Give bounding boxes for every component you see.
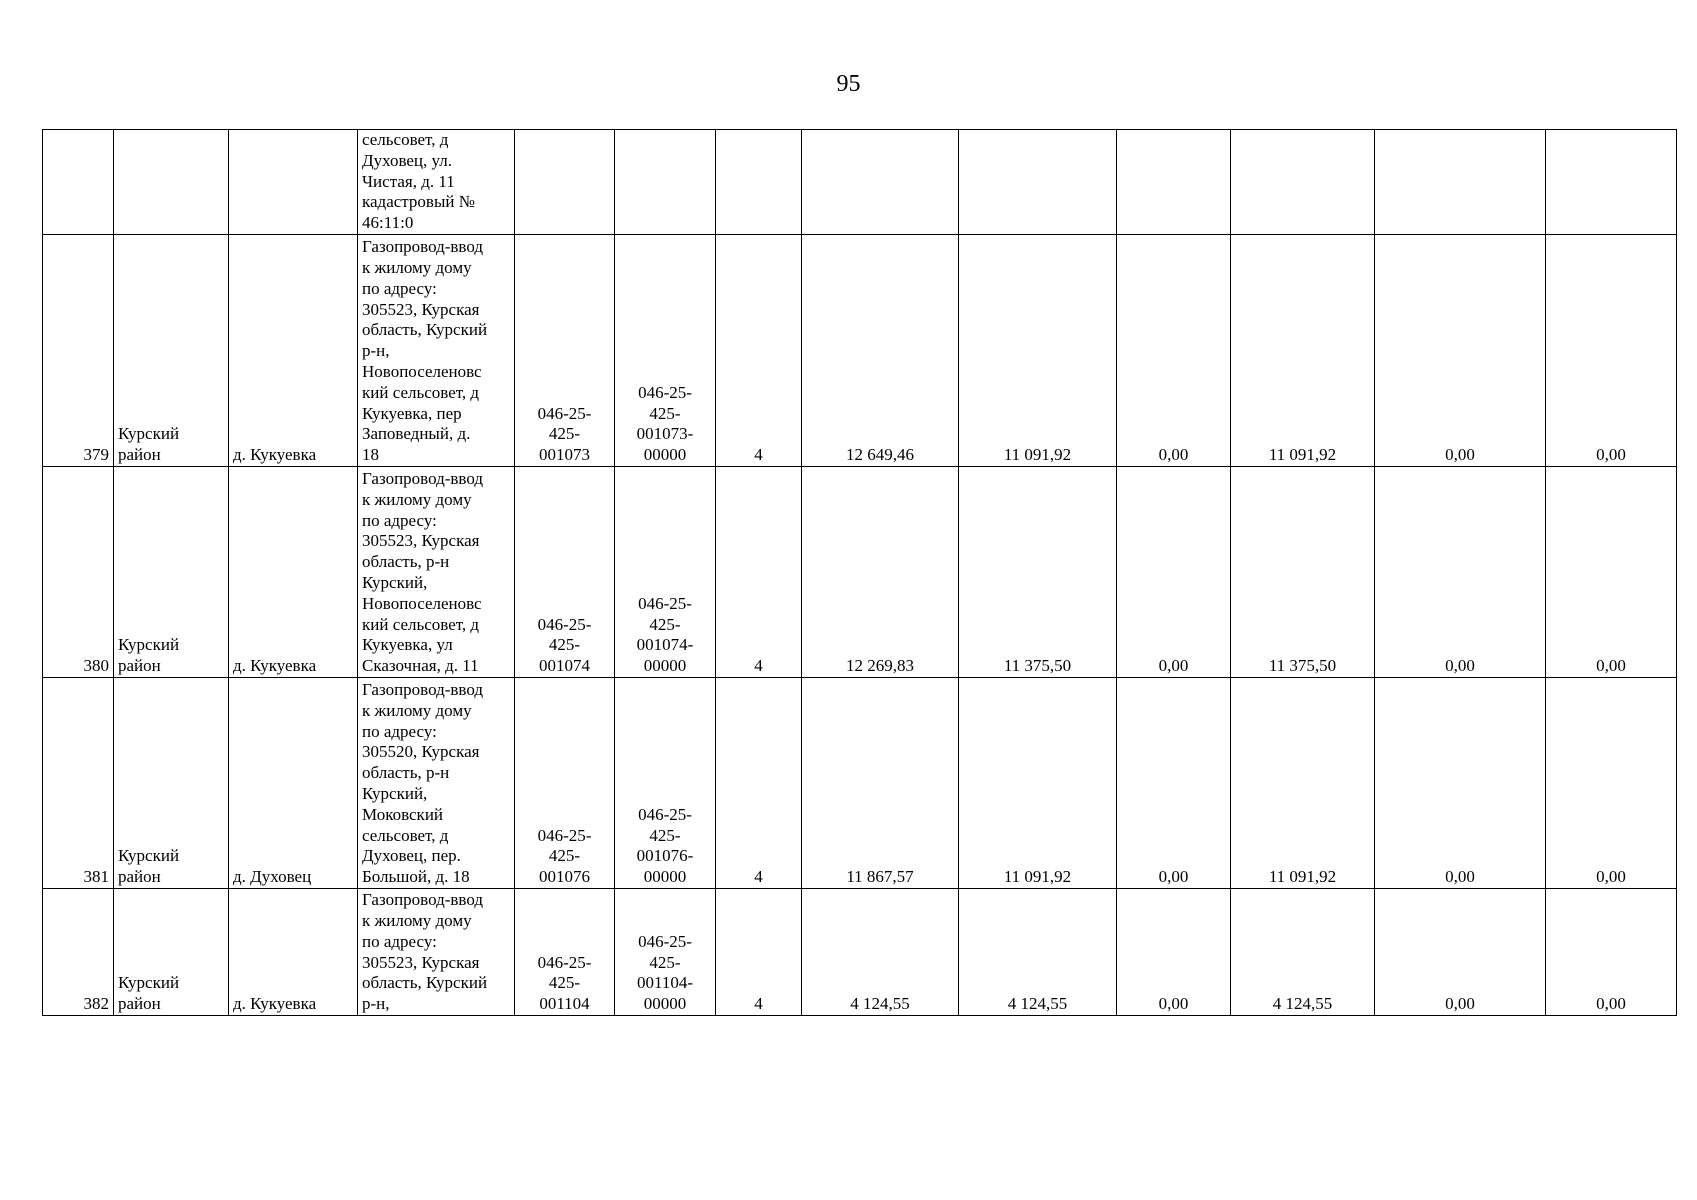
description-line: 305523, Курская (362, 952, 480, 972)
cell-locality (229, 130, 358, 235)
cell-description (358, 130, 515, 235)
description-line: 305523, Курская (362, 531, 480, 551)
district-line: район (118, 656, 161, 676)
district-line: Курский (118, 973, 180, 993)
description-line: к жилому дому (362, 258, 472, 278)
cell-district (114, 678, 229, 889)
inventory-line: 046-25- (638, 931, 692, 951)
description-line: Новопоселеновс (362, 593, 482, 613)
cell-col-b: 11 091,92 (959, 678, 1117, 889)
table-row (43, 467, 1677, 678)
cell-description (358, 889, 515, 1016)
cell-col-a: 12 649,46 (802, 235, 959, 467)
description-line: р-н, (362, 341, 390, 361)
cell-num: 380 (43, 467, 114, 678)
page-number: 95 (836, 71, 861, 97)
code-line: 046-25- (537, 403, 592, 423)
description-line: область, р-н (362, 552, 450, 572)
cell-code (515, 130, 615, 235)
cell-col-d: 11 091,92 (1231, 678, 1375, 889)
description-line: по адресу: (362, 278, 437, 298)
description-line: по адресу: (362, 510, 437, 530)
cell-col-c (1117, 130, 1231, 235)
description-line: Кукуевка, ул (362, 635, 453, 655)
description-line: Кукуевка, пер (362, 403, 462, 423)
description-line: р-н, (362, 994, 390, 1014)
cell-district (114, 467, 229, 678)
description-line: по адресу: (362, 721, 437, 741)
cell-num: 381 (43, 678, 114, 889)
inventory-line: 046-25- (638, 382, 692, 402)
cell-num (43, 130, 114, 235)
description-line: Духовец, пер. (362, 846, 461, 866)
cell-col-c: 0,00 (1117, 467, 1231, 678)
cell-locality: д. Кукуевка (229, 235, 358, 467)
code-line: 001076 (539, 867, 590, 887)
inventory-line: 00000 (643, 656, 687, 676)
cell-code (515, 889, 615, 1016)
description-line: 305520, Курская (362, 742, 480, 762)
cell-inventory (615, 889, 716, 1016)
inventory-line: 001076- (636, 846, 694, 866)
cell-group: 4 (716, 467, 802, 678)
description-line: Заповедный, д. (362, 424, 471, 444)
cell-inventory (615, 678, 716, 889)
description-line: Курский, (362, 573, 428, 593)
cell-description (358, 678, 515, 889)
cell-col-d: 11 091,92 (1231, 235, 1375, 467)
registry-table (42, 129, 1677, 1016)
code-line: 001073 (539, 445, 590, 465)
cell-col-e: 0,00 (1375, 889, 1546, 1016)
code-line: 425- (548, 424, 581, 444)
cell-locality: д. Кукуевка (229, 467, 358, 678)
cell-inventory (615, 235, 716, 467)
description-line: Чистая, д. 11 (362, 171, 455, 191)
district-line: район (118, 445, 161, 465)
cell-group: 4 (716, 678, 802, 889)
table-row (43, 678, 1677, 889)
description-line: 46:11:0 (362, 213, 414, 233)
cell-col-a: 12 269,83 (802, 467, 959, 678)
cell-col-d: 4 124,55 (1231, 889, 1375, 1016)
cell-col-a: 11 867,57 (802, 678, 959, 889)
inventory-line: 001073- (636, 424, 694, 444)
inventory-line: 00000 (643, 445, 687, 465)
code-line: 425- (548, 973, 581, 993)
inventory-line: 046-25- (638, 804, 692, 824)
inventory-line: 00000 (643, 867, 687, 887)
cell-inventory (615, 130, 716, 235)
cell-locality: д. Духовец (229, 678, 358, 889)
description-line: к жилому дому (362, 911, 472, 931)
cell-col-f: 0,00 (1546, 889, 1677, 1016)
cell-locality: д. Кукуевка (229, 889, 358, 1016)
inventory-line: 425- (649, 825, 681, 845)
description-line: 305523, Курская (362, 299, 480, 319)
cell-col-b: 11 091,92 (959, 235, 1117, 467)
cell-group: 4 (716, 235, 802, 467)
cell-col-a (802, 130, 959, 235)
district-line: Курский (118, 424, 180, 444)
cell-col-e: 0,00 (1375, 678, 1546, 889)
description-line: Большой, д. 18 (362, 867, 470, 887)
description-line: Сказочная, д. 11 (362, 656, 479, 676)
cell-col-d: 11 375,50 (1231, 467, 1375, 678)
cell-inventory (615, 467, 716, 678)
code-line: 425- (548, 635, 581, 655)
cell-col-d (1231, 130, 1375, 235)
code-line: 001074 (539, 656, 590, 676)
description-line: Новопоселеновс (362, 362, 482, 382)
district-line: Курский (118, 635, 180, 655)
cell-code (515, 235, 615, 467)
cell-col-b: 4 124,55 (959, 889, 1117, 1016)
cell-district (114, 889, 229, 1016)
table-row (43, 889, 1677, 1016)
district-line: район (118, 867, 161, 887)
description-line: область, р-н (362, 763, 450, 783)
code-line: 046-25- (537, 614, 592, 634)
cell-group: 4 (716, 889, 802, 1016)
cell-col-a: 4 124,55 (802, 889, 959, 1016)
cell-col-e (1375, 130, 1546, 235)
description-line: к жилому дому (362, 700, 472, 720)
cell-col-e: 0,00 (1375, 467, 1546, 678)
description-line: кий сельсовет, д (362, 382, 480, 402)
cell-col-f (1546, 130, 1677, 235)
description-line: Газопровод-ввод (362, 237, 483, 257)
code-line: 425- (548, 846, 581, 866)
description-line: Курский, (362, 784, 428, 804)
inventory-line: 046-25- (638, 593, 692, 613)
cell-col-b (959, 130, 1117, 235)
district-line: район (118, 994, 161, 1014)
description-line: Газопровод-ввод (362, 890, 483, 910)
cell-description (358, 467, 515, 678)
description-line: сельсовет, д (362, 130, 449, 150)
description-line: к жилому дому (362, 489, 472, 509)
description-line: кадастровый № (362, 192, 475, 212)
cell-num: 379 (43, 235, 114, 467)
description-line: Газопровод-ввод (362, 469, 483, 489)
cell-col-f: 0,00 (1546, 678, 1677, 889)
code-line: 046-25- (537, 952, 592, 972)
inventory-line: 425- (649, 403, 681, 423)
cell-col-e: 0,00 (1375, 235, 1546, 467)
cell-col-f: 0,00 (1546, 467, 1677, 678)
inventory-line: 425- (649, 952, 681, 972)
description-line: по адресу: (362, 931, 437, 951)
cell-group (716, 130, 802, 235)
code-line: 046-25- (537, 825, 592, 845)
description-line: кий сельсовет, д (362, 614, 480, 634)
inventory-line: 001104- (636, 973, 694, 993)
cell-col-c: 0,00 (1117, 235, 1231, 467)
district-line: Курский (118, 846, 180, 866)
code-line: 001104 (539, 994, 590, 1014)
description-line: область, Курский (362, 973, 488, 993)
inventory-line: 425- (649, 614, 681, 634)
cell-col-f: 0,00 (1546, 235, 1677, 467)
cell-code (515, 467, 615, 678)
cell-district (114, 130, 229, 235)
description-line: Духовец, ул. (362, 150, 453, 170)
cell-col-c: 0,00 (1117, 889, 1231, 1016)
description-line: сельсовет, д (362, 825, 449, 845)
description-line: 18 (362, 445, 379, 465)
cell-district (114, 235, 229, 467)
cell-num: 382 (43, 889, 114, 1016)
cell-col-c: 0,00 (1117, 678, 1231, 889)
inventory-line: 001074- (636, 635, 694, 655)
table-row (43, 235, 1677, 467)
description-line: область, Курский (362, 320, 488, 340)
inventory-line: 00000 (643, 994, 687, 1014)
cell-description (358, 235, 515, 467)
description-line: Газопровод-ввод (362, 680, 483, 700)
description-line: Моковский (362, 804, 444, 824)
cell-code (515, 678, 615, 889)
table-row-continuation (43, 130, 1677, 235)
cell-col-b: 11 375,50 (959, 467, 1117, 678)
